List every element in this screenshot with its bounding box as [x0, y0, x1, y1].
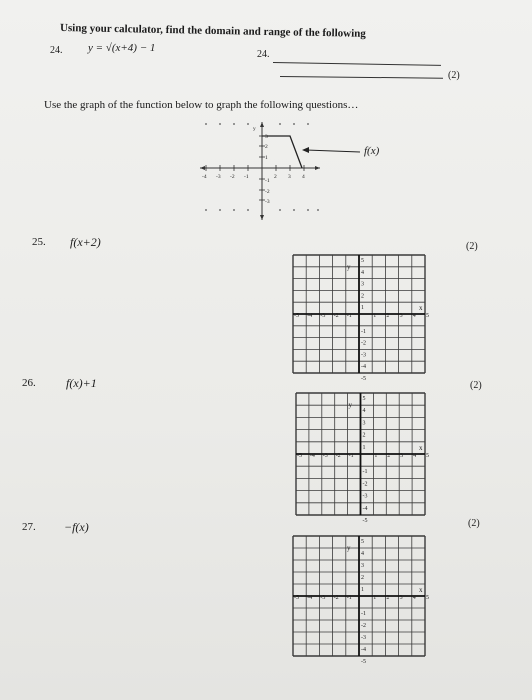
grid-y-tick: -5	[362, 518, 368, 524]
question-25-points: (2)	[466, 241, 478, 252]
grid-y-tick: -2	[361, 340, 366, 347]
function-label: f(x)	[364, 145, 380, 157]
grid-x-tick: -2	[333, 595, 339, 601]
grid-x-label: x	[419, 304, 423, 312]
grid-x-tick: 5	[426, 453, 429, 459]
ref-x-tick: -2	[230, 174, 235, 180]
grid-y-tick: 4	[361, 551, 364, 557]
grid-y-tick: 5	[362, 396, 366, 402]
grid-x-tick: 2	[386, 313, 390, 319]
answer-24-domain-line[interactable]	[273, 62, 441, 66]
grid-x-tick: 1	[373, 595, 377, 601]
grid-y-tick: -3	[362, 493, 368, 500]
grid-y-tick: -1	[361, 611, 366, 617]
grid-y-tick: 1	[361, 587, 364, 593]
grid-y-tick: -5	[361, 376, 366, 382]
question-26-expression: f(x)+1	[66, 376, 97, 390]
ref-x-tick: -4	[202, 174, 207, 180]
grid-x-tick: 4	[413, 453, 417, 459]
ref-y-axis-label: y	[253, 126, 256, 132]
grid-y-tick: 5	[361, 258, 364, 264]
grid-y-tick: 4	[361, 269, 364, 276]
grid-y-tick: -2	[361, 623, 366, 629]
ref-y-tick: -1	[265, 178, 270, 184]
grid-x-tick: -3	[320, 313, 326, 319]
ref-y-tick: 2	[265, 144, 268, 150]
reference-graph	[196, 118, 326, 223]
grid-y-tick: -4	[361, 647, 366, 653]
question-24-number: 24.	[50, 45, 63, 56]
grid-y-tick: -2	[362, 481, 368, 488]
grid-x-tick: -1	[346, 595, 352, 601]
ref-y-tick: -3	[265, 199, 270, 205]
grid-x-tick: -4	[307, 595, 313, 601]
grid-x-tick: 5	[426, 313, 429, 319]
graph-instruction: Use the graph of the function below to graph the following questions…	[44, 99, 359, 111]
grid-x-tick: -1	[348, 453, 354, 459]
grid-y-tick: 4	[362, 408, 366, 415]
grid-y-tick: 3	[362, 420, 366, 427]
grid-y-tick: -3	[361, 635, 366, 641]
ref-x-tick: 4	[302, 174, 305, 180]
answer-grid-27[interactable]	[293, 536, 429, 665]
f-x-curve	[262, 136, 302, 168]
ref-x-tick: 2	[274, 174, 277, 180]
grid-y-tick: -1	[361, 328, 366, 335]
grid-x-tick: -3	[322, 453, 328, 459]
ref-x-tick: -3	[216, 174, 221, 180]
question-25-expression: f(x+2)	[70, 235, 101, 249]
grid-x-tick: -5	[294, 595, 299, 601]
grid-y-tick: -5	[361, 659, 366, 665]
grid-y-tick: -1	[362, 469, 368, 476]
grid-x-label: x	[419, 444, 423, 452]
grid-x-tick: -3	[320, 595, 326, 601]
answer-grid-26[interactable]	[296, 393, 429, 524]
grid-x-tick: -2	[335, 453, 341, 459]
question-24-points: (2)	[448, 70, 460, 81]
grid-x-tick: 2	[386, 595, 390, 601]
grid-y-tick: 2	[361, 293, 364, 300]
grid-y-tick: 2	[361, 575, 364, 581]
ref-y-tick: -2	[265, 189, 270, 195]
ref-x-tick: -1	[244, 174, 249, 180]
grid-y-tick: -4	[362, 505, 368, 512]
grid-x-tick: 2	[387, 453, 391, 459]
grid-y-tick: 3	[361, 281, 364, 288]
grid-y-tick: -3	[361, 352, 366, 359]
ref-x-tick: 3	[288, 174, 291, 180]
arrow-to-function-icon	[300, 146, 362, 158]
grid-x-tick: 4	[412, 313, 416, 319]
grid-x-tick: 4	[412, 595, 416, 601]
grid-y-tick: 1	[361, 305, 364, 312]
question-25-number: 25.	[32, 236, 46, 248]
question-27-expression: −f(x)	[64, 520, 89, 534]
grid-y-tick: 5	[361, 539, 364, 545]
question-26-points: (2)	[470, 380, 482, 391]
grid-x-tick: 5	[426, 595, 429, 601]
grid-x-tick: -4	[307, 313, 313, 319]
grid-x-tick: -4	[309, 453, 315, 459]
answer-24-range-line[interactable]	[280, 76, 443, 79]
grid-x-tick: -2	[333, 313, 339, 319]
answer-24-number: 24.	[257, 49, 270, 60]
grid-x-tick: 1	[373, 313, 377, 319]
question-27-points: (2)	[468, 518, 480, 529]
grid-x-tick: 1	[374, 453, 378, 459]
grid-x-tick: -1	[346, 313, 352, 319]
grid-y-tick: -4	[361, 364, 366, 371]
grid-y-label: y	[347, 544, 351, 552]
grid-y-tick: 2	[362, 432, 366, 439]
question-24-equation: y = √(x+4) − 1	[88, 42, 156, 54]
worksheet-instruction: Using your calculator, find the domain and range of the following	[59, 22, 366, 40]
grid-y-label: y	[347, 263, 351, 271]
question-27-number: 27.	[22, 521, 36, 533]
grid-y-tick: 1	[362, 444, 366, 451]
answer-grid-25[interactable]	[293, 255, 429, 382]
grid-x-tick: -5	[294, 313, 299, 319]
grid-x-label: x	[419, 586, 423, 594]
grid-x-tick: -5	[297, 453, 302, 459]
question-26-number: 26.	[22, 377, 36, 389]
ref-y-tick: 1	[265, 155, 268, 161]
grid-y-tick: 3	[361, 563, 364, 569]
grid-x-tick: 3	[399, 595, 403, 601]
ref-y-tick: 3	[265, 134, 268, 140]
grid-y-label: y	[348, 401, 352, 409]
grid-x-tick: 3	[400, 453, 404, 459]
grid-x-tick: 3	[399, 313, 403, 319]
